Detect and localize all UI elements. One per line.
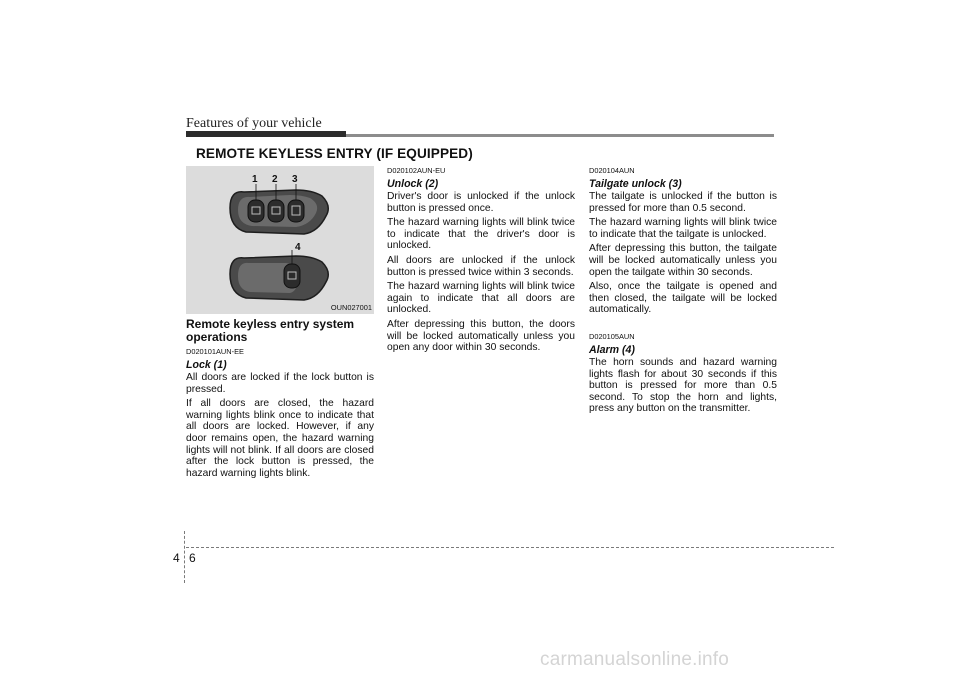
paragraph: The hazard warning lights will blink twice to indicate that the tailgate is unlocked.: [589, 217, 777, 240]
paragraph: The tailgate is unlocked if the button is pressed for more than 0.5 second.: [589, 191, 777, 214]
chapter-header-title: Features of your vehicle: [186, 116, 322, 131]
paragraph: The hazard warning lights will blink twice to indicate that the driver's door is unlocked.: [387, 217, 575, 252]
figure-code: OUN027001: [330, 303, 372, 312]
tailgate-button-icon: [288, 200, 304, 222]
chapter-number: 4: [173, 551, 180, 565]
column-tailgate-alarm: [589, 166, 777, 418]
callout-3: 3: [292, 174, 298, 185]
column-lock: [186, 318, 374, 482]
paragraph: After depressing this button, the doors will be locked automatically unless you open any door within 30 seconds.: [387, 318, 575, 354]
section-code: D020102AUN-EU: [387, 166, 446, 175]
figure-caption: Remote keyless entry system operations: [186, 317, 355, 344]
key-fob-illustration: [186, 166, 374, 314]
lock-button-icon: [248, 200, 264, 222]
unlock-button-icon: [268, 200, 284, 222]
paragraph: If all doors are closed, the hazard warning lights blink once to indicate that all doors are locked. However, if any door remains open, the hazard warning lights will not blink. If all doors are closed after the lock button is pressed, the hazard warning lights blink.: [186, 398, 374, 479]
paragraph: Driver's door is unlocked if the unlock button is pressed once.: [387, 191, 575, 214]
section-code: D020105AUN: [589, 331, 635, 341]
section-code: D020104AUN: [589, 166, 635, 175]
footer-rule: [186, 547, 834, 548]
watermark-text: carmanualsonline.info: [540, 649, 730, 670]
lock-subheading: Lock (1): [186, 359, 227, 371]
callout-4: 4: [295, 242, 301, 253]
key-fob-figure: [186, 166, 374, 314]
footer-page-divider: [184, 531, 185, 583]
section-title: REMOTE KEYLESS ENTRY (IF EQUIPPED): [196, 146, 473, 161]
paragraph: The hazard warning lights will blink twice again to indicate that all doors are unlocked.: [387, 281, 575, 316]
paragraph: Also, once the tailgate is opened and then closed, the tailgate will be locked automatically.: [589, 281, 777, 316]
section-code: D020101AUN-EE: [186, 347, 244, 356]
paragraph: After depressing this button, the tailgate will be locked automatically unless you open the tailgate within 30 seconds.: [589, 243, 777, 278]
unlock-subheading: Unlock (2): [387, 178, 439, 190]
tailgate-subheading: Tailgate unlock (3): [589, 178, 682, 190]
paragraph: All doors are unlocked if the unlock button is pressed twice within 3 seconds.: [387, 254, 575, 278]
alarm-subheading: Alarm (4): [589, 343, 635, 356]
header-rule-accent: [186, 131, 346, 137]
callout-2: 2: [272, 174, 278, 185]
column-unlock: [387, 166, 575, 357]
page-number: 6: [189, 551, 196, 565]
paragraph: The horn sounds and hazard warning lights flash for about 30 seconds if this button is pressed for more than 0.5 second. To stop the horn and lights, press any button on the transmitter.: [589, 356, 777, 415]
alarm-button-icon: [284, 264, 300, 288]
callout-1: 1: [252, 174, 258, 185]
paragraph: All doors are locked if the lock button is pressed.: [186, 372, 374, 395]
